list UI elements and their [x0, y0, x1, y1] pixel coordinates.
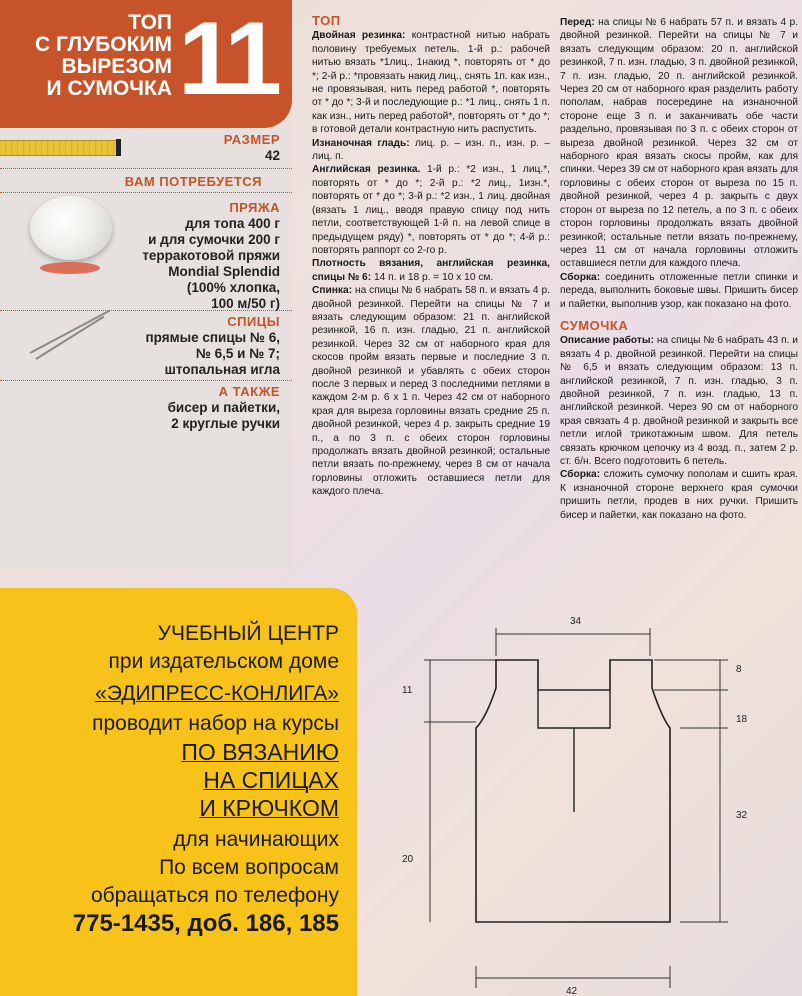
dim-label: 42 [566, 986, 578, 996]
paragraph: Плотность вязания, английская резинка, спицы № 6: 14 п. и 18 р. = 10 х 10 см. [312, 258, 550, 283]
yarn-label: ПРЯЖА [229, 200, 280, 215]
page-title: ТОП С ГЛУБОКИМ ВЫРЕЗОМ И СУМОЧКА [34, 11, 172, 100]
dim-label: 32 [736, 810, 748, 821]
section-heading-top: ТОП [312, 13, 341, 28]
phone-number: 775-1435, доб. 186, 185 [72, 910, 339, 937]
top-outline [476, 660, 670, 922]
ad-line: УЧЕБНЫЙ ЦЕНТР [157, 622, 339, 645]
course-advertisement [0, 588, 357, 996]
neckline-outline [538, 690, 610, 728]
need-label: ВАМ ПОТРЕБУЕТСЯ [124, 174, 262, 189]
divider [0, 192, 292, 194]
also-details: бисер и пайетки, 2 круглые ручки [167, 400, 280, 431]
yarn-strand-icon [40, 262, 100, 274]
dim-label: 11 [402, 685, 413, 696]
yarn-details: для топа 400 г и для сумочки 200 г терракотовой пряжи Mondial Splendid (100% хлопка, 100 м/50 г) [142, 216, 280, 311]
paragraph: Перед: на спицы № 6 набрать 57 п. и вязать 4 р. двойной резинкой. Перейти на спицы № 7 и вязать следующим образом: 20 п. английской резинкой, 7 п. изн. гладью, 3 п. двойной резинкой, 7 п. изн. гладью, 20 п. английской резинкой. Через 20 см от наборного края разделить работу пополам, набрав посередине на изнаночной стороне еще 3 п. и заканчивать обе части раздельно, провязывая по 3 п. с обеих сторон от выреза двойной резинкой. Через 32 см от наборного края вязать скосы пройм, как для спинки. Через 39 см от наборного края вязать для горловины с обеих сторон от выреза по 15 п. двойной резинкой, через 4 р. закрыть с двух сторон от выреза по 12 петель, а по 3 п. с обеих сторон горловины продолжать вязать двойной резинкой; остальные петли вязать по-прежнему, через 11 см от начала горловины отложить оставшиеся петли для каждого плеча. [560, 17, 798, 270]
needles-details: прямые спицы № 6, № 6,5 и № 7; штопальная игла [145, 330, 280, 377]
ad-line: НА СПИЦАХ [203, 767, 339, 793]
ad-line: проводит набор на курсы [92, 712, 339, 735]
paragraph: Описание работы: на спицы № 6 набрать 43 п. и вязать 4 р. двойной резинкой. Перейти на спицы № 6,5 и вязать следующим образом: 13 п. английской резинкой, 7 п. изн. гладью, 3 п. двойной резинкой, 7 п. изн. гладью, 13 п. английской резинкой. Через 90 см от наборного края связать 4 р. двойной резинкой и закрыть все петли иглой трикотажным швом. Для петель связать крючком цепочку из 4 возд. п., затем 2 р. ст. б/н. Всего подготовить 6 петель. [560, 335, 798, 467]
dim-label: 8 [736, 664, 742, 675]
section-heading-bag: СУМОЧКА [560, 317, 629, 333]
also-label: А ТАКЖЕ [218, 384, 280, 399]
ad-line: По всем вопросам [159, 856, 339, 879]
divider [0, 168, 292, 170]
instructions-column-1 [312, 14, 550, 499]
knitting-needle-icon [30, 310, 110, 354]
title-block [0, 0, 292, 128]
dim-label: 34 [570, 616, 582, 627]
dim-label: 18 [736, 714, 748, 725]
paragraph: Английская резинка. 1-й р.: *2 изн., 1 лиц.*, повторять от * до *; 2-й р.: *2 лиц., 1изн.*, повторять от * до *; 3-й р.: *2 изн., 1 лиц. двойная (вязать 1 лиц., вводя правую спицу под нить петли, соответствующей 1-й п. на левой спице в предыдущем ряду) *, повторять от * до *; 4-й р.: повторять раппорт со 2-го р. [312, 164, 550, 256]
divider [0, 380, 292, 382]
ad-line: обращаться по телефону [90, 884, 339, 907]
paragraph: Сборка: сложить сумочку пополам и сшить края. К изнаночной стороне верхнего края сумочки пришить петли, продев в них ручки. Пришить бисер и пайетки, как показано на фото. [560, 469, 798, 521]
knitting-needle-icon [35, 316, 104, 360]
paragraph: Спинка: на спицы № 6 набрать 58 п. и вязать 4 р. двойной резинкой. Перейти на спицы № 7 и вязать следующим образом: 21 п. английской резинкой, 16 п. изн. гладью, 21 п. английской резинкой. Через 32 см от наборного края для скосов пройм вязать первые и последние 3 п. двойной резинкой и убавлять с обеих сторон после 3 первых и перед 3 последними петлями в каждом 2-м р. 6 х 1 п. Через 42 см от наборного края для выреза горловины вязать средние 25 п. двойной резинкой, через 4 р. закрыть средние 19 п., а по 3 п. с обеих сторон горловины продолжать вязать двойной резинкой; остальные петли вязать по-прежнему, через 8 см от начала горловины отложить оставшиеся петли для каждого плеча. [312, 285, 550, 498]
yarn-ball-icon [30, 196, 112, 260]
sidebar [0, 0, 292, 570]
ad-line: при издательском доме [108, 650, 339, 673]
size-value: 42 [264, 148, 280, 163]
measuring-tape-icon [0, 140, 118, 156]
paragraph: Двойная резинка: контрастной нитью набрать половину требуемых петель. 1-й р.: рабочей нитью вязать *1лиц., 1накид *, повторять от * до *; 2-й р.: *провязать накид лиц., снять 1п. как изн., не провязывая, нить перед работой *, повторять от * до *; 3-й и последующие р.: *1 лиц., снять 1 п. как изн., нить перед работой*, повторять от * до *; в готовой детали контрастную нить распустить. [312, 30, 550, 136]
divider [0, 310, 292, 312]
pattern-number: 11 [178, 1, 276, 117]
garment-schematic [380, 600, 800, 996]
ad-line: для начинающих [173, 828, 339, 851]
ad-line: И КРЮЧКОМ [199, 795, 339, 821]
size-label: РАЗМЕР [223, 132, 280, 147]
instructions-column-2 [560, 16, 798, 522]
paragraph: Изнаночная гладь: лиц. р. – изн. п., изн. р. – лиц. п. [312, 137, 550, 163]
ad-line: ПО ВЯЗАНИЮ [181, 739, 339, 765]
measuring-tape-end [116, 139, 121, 156]
dim-label: 20 [402, 854, 414, 865]
ad-line: «ЭДИПРЕСС-КОНЛИГА» [95, 682, 339, 705]
paragraph: Сборка: соединить отложенные петли спинки и переда, выполнить боковые швы. Пришить бисер и пайетки, выполнив узор, как показано на фото. [560, 271, 798, 310]
needles-label: СПИЦЫ [227, 314, 280, 329]
